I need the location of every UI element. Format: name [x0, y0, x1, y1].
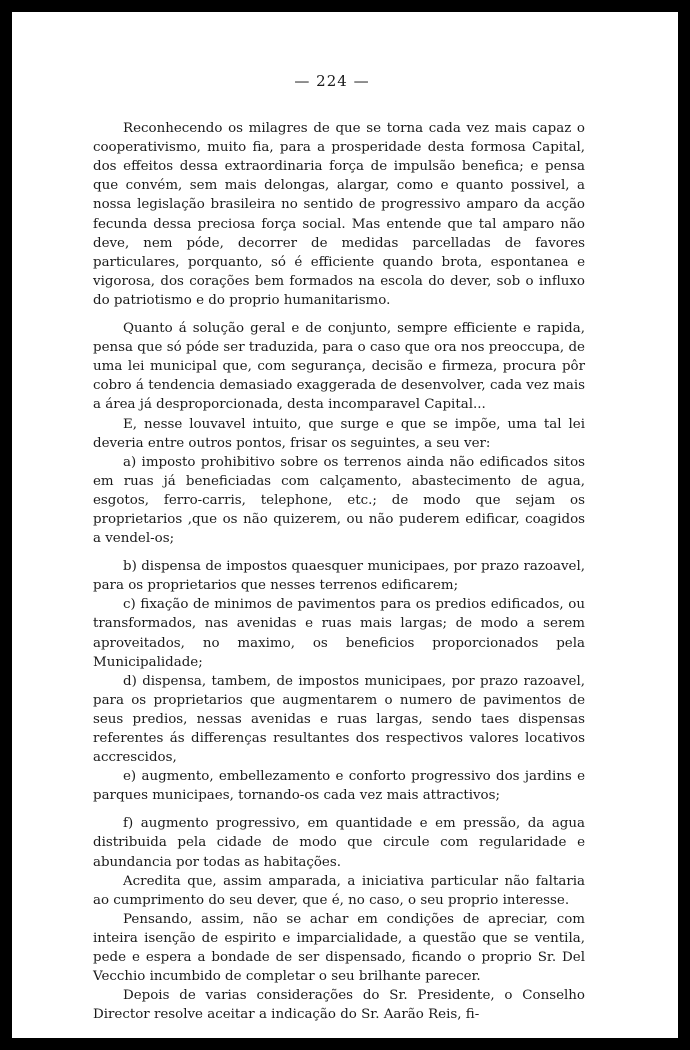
paragraph-depois: Depois de varias considerações do Sr. Presidente, o Conselho Director resolve aceitar a indicação do Sr. Aarão Reis, fi- — [93, 988, 585, 1023]
paragraph-louvavel-intuito: E, nesse louvavel intuito, que surge e que se impõe, uma tal lei deveria entre outros pontos, frisar os seguintes, a seu ver: — [93, 416, 585, 451]
paragraph-acredita: Acredita que, assim amparada, a iniciativa particular não faltaria ao cumprimento do seu dever, que é, no caso, o seu proprio interesse. — [93, 873, 585, 908]
list-item-b: b) dispensa de impostos quaesquer municipaes, por prazo razoavel, para os proprietarios que nesses terrenos edificarem; — [93, 559, 585, 594]
paragraph-cooperativismo: Reconhecendo os milagres de que se torna cada vez mais capaz o cooperativismo, muito fia, para a prosperidade desta formosa Capital, dos effeitos dessa extraordinaria força de impulsão benefica; e pensa que convém, sem mais delongas, alargar, como e quanto possivel, a nossa legislação brasileira no sentido de progressivo amparo da acção fecunda dessa preciosa força social. Mas entende que tal amparo não deve, nem póde, decorrer de medidas parcelladas de favores particulares, porquanto, só é efficiente quando brota, espontanea e vigorosa, dos corações bem formados na escola do dever, sob o influxo do patriotismo e do proprio humanitarismo. — [93, 121, 585, 308]
list-item-f: f) augmento progressivo, em quantidade e em pressão, da agua distribuida pela cidade de modo que circule com regularidade e abundancia por todas as habitações. — [93, 816, 585, 870]
list-item-e: e) augmento, embellezamento e conforto progressivo dos jardins e parques municipaes, tornando-os cada vez mais attractivos; — [93, 769, 585, 804]
page-number: — 224 — — [294, 72, 370, 90]
list-item-d: d) dispensa, tambem, de impostos municipaes, por prazo razoavel, para os proprietarios que augmentarem o numero de pavimentos de seus predios, nessas avenidas e ruas largas, sendo taes dispensas referentes ás differenças resultantes dos respectivos valores locativos accrescidos, — [93, 673, 585, 766]
paragraph-solucao-geral: Quanto á solução geral e de conjunto, sempre efficiente e rapida, pensa que só póde ser traduzida, para o caso que ora nos preoccupa, de uma lei municipal que, com segurança, decisão e firmeza, procura pôr cobro á tendencia demasiado exaggerada de desenvolver, cada vez mais a área já desproporcionada, desta incomparavel Capital... — [93, 321, 585, 413]
list-item-a: a) imposto prohibitivo sobre os terrenos ainda não edificados sitos em ruas já beneficiadas com calçamento, abastecimento de agua, esgotos, ferro-carris, telephone, etc.; de modo que sejam os proprietarios ,que os não quizerem, ou não puderem edificar, coagidos a vendel-os; — [93, 454, 585, 547]
document-page — [93, 72, 585, 1024]
list-item-c: c) fixação de minimos de pavimentos para os predios edificados, ou transformados, nas avenidas e ruas mais largas; de modo a serem aproveitados, no maximo, os beneficios proporcionados pela Municipalidade; — [93, 597, 585, 670]
paragraph-pensando: Pensando, assim, não se achar em condições de apreciar, com inteira isenção de espirito e imparcialidade, a questão que se ventila, pede e espera a bondade de ser dispensado, ficando o proprio Sr. Del Vecchio incumbido de completar o seu brilhante parecer. — [93, 911, 585, 985]
